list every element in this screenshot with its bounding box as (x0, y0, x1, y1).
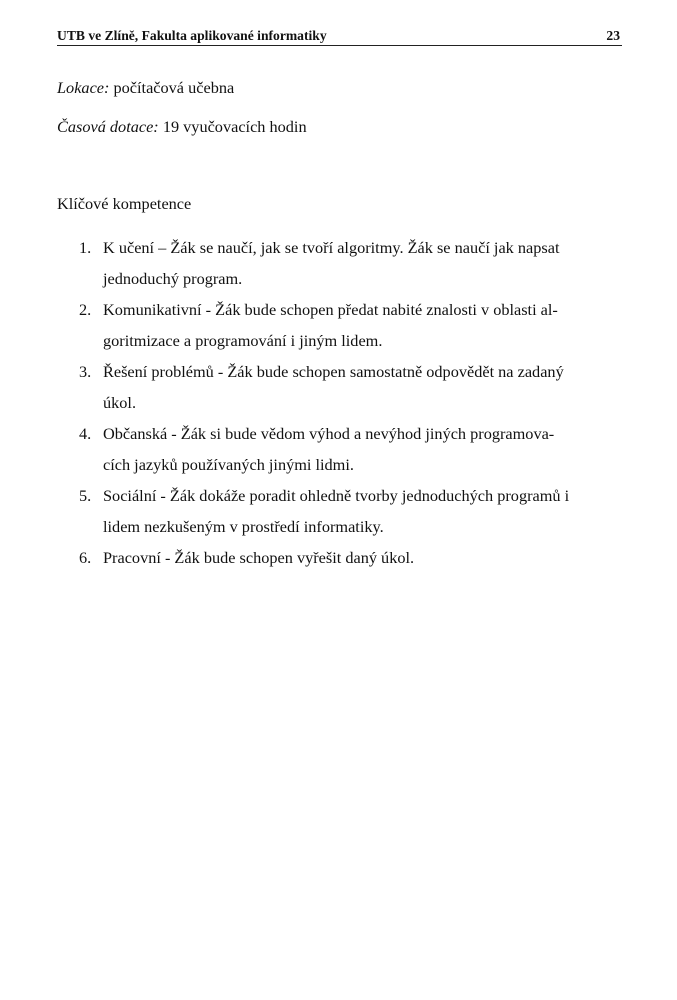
list-item (0, 356, 677, 418)
list-item-text-line: lidem nezkušeným v prostředí informatiky. (103, 517, 384, 536)
meta-location (57, 78, 234, 98)
list-item-text-line: úkol. (103, 393, 137, 412)
list-item-number: 5. (79, 486, 92, 505)
list-item-text-line: cích jazyků používaných jinými lidmi. (103, 455, 354, 474)
list-item-text-line: Občanská - Žák si bude vědom výhod a nevýhod jiných programova- (103, 424, 555, 443)
meta-location-value: počítačová učebna (113, 78, 235, 97)
section-heading: Klíčové kompetence (57, 194, 192, 213)
list-item-number: 6. (79, 548, 92, 567)
list-item (0, 418, 677, 480)
header-rule (57, 45, 622, 46)
page-number: 23 (606, 28, 620, 43)
list-item (0, 294, 677, 356)
meta-location-label: Lokace: (57, 78, 110, 97)
list-item-number: 3. (79, 362, 92, 381)
header-title: UTB ve Zlíně, Fakulta aplikované informatiky (57, 28, 327, 43)
meta-time-allocation-value: 19 vyučovacích hodin (162, 117, 307, 136)
list-item-text-line: Komunikativní - Žák bude schopen předat nabité znalosti v oblasti al- (103, 300, 558, 319)
competence-list (0, 232, 677, 573)
meta-time-allocation-label: Časová dotace: (57, 117, 159, 136)
list-item-text-line: Pracovní - Žák bude schopen vyřešit daný úkol. (103, 548, 415, 567)
list-item-text-line: goritmizace a programování i jiným lidem. (103, 331, 383, 350)
list-item (0, 542, 677, 573)
page-header (57, 27, 622, 45)
list-item-number: 2. (79, 300, 92, 319)
list-item-text-line: K učení – Žák se naučí, jak se tvoří algoritmy. Žák se naučí jak napsat (103, 238, 560, 257)
list-item (0, 232, 677, 294)
list-item-text-line: Řešení problémů - Žák bude schopen samostatně odpovědět na zadaný (103, 362, 564, 381)
list-item (0, 480, 677, 542)
meta-time-allocation (57, 117, 307, 137)
list-item-text-line: jednoduchý program. (103, 269, 243, 288)
list-item-number: 1. (79, 238, 92, 257)
list-item-number: 4. (79, 424, 92, 443)
list-item-text-line: Sociální - Žák dokáže poradit ohledně tvorby jednoduchých programů i (103, 486, 570, 505)
